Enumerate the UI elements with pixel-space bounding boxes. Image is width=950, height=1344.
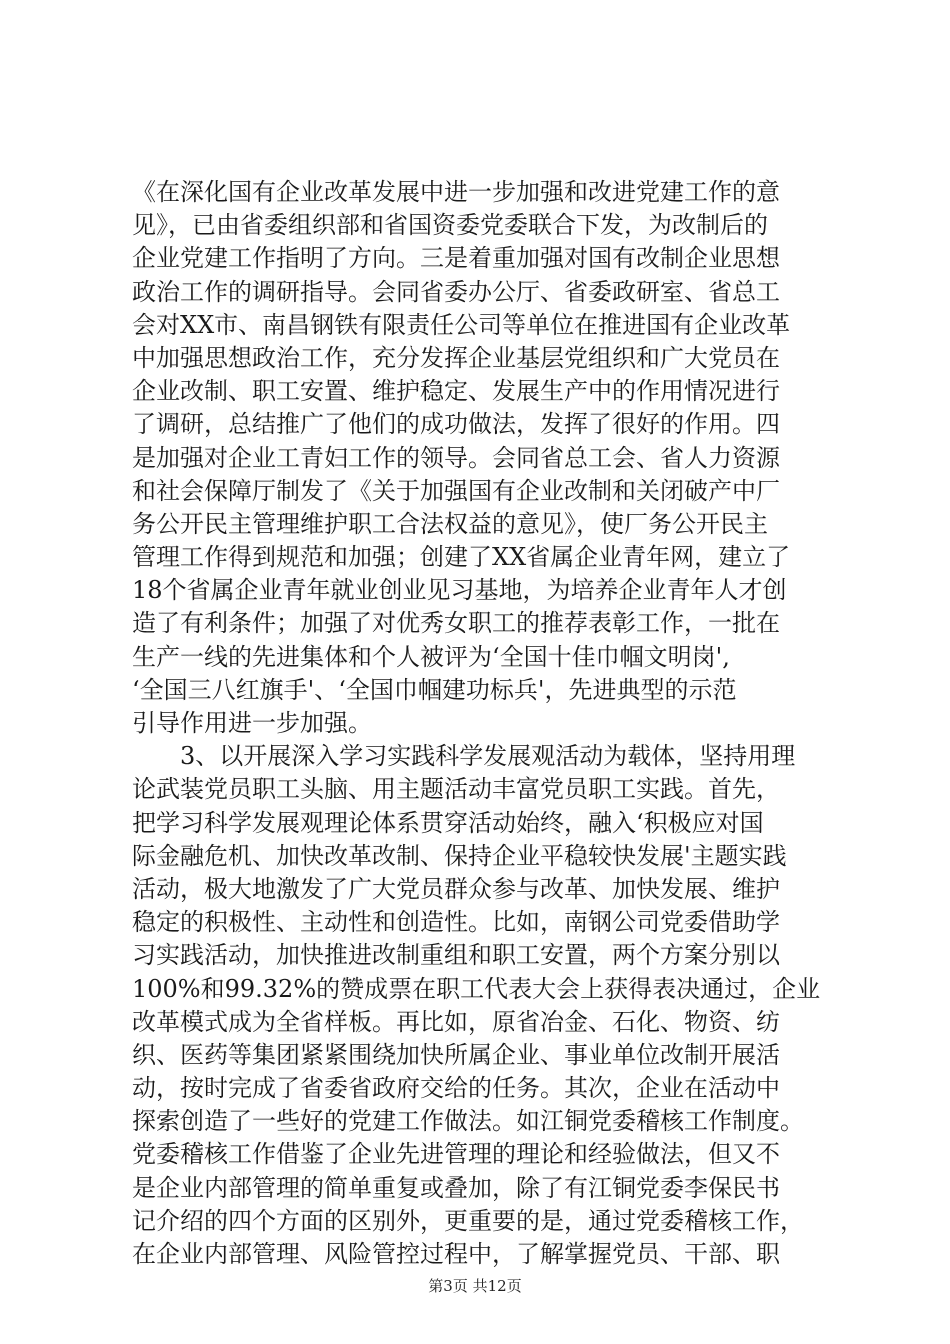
body-line: 是加强对企业工青妇工作的领导。会同省总工会、省人力资源: [132, 443, 780, 472]
body-line: 引导作用进一步加强。: [132, 709, 372, 737]
body-line: 把学习科学发展观理论体系贯穿活动始终，融入‘积极应对国: [132, 808, 764, 837]
body-line: 18个省属企业青年就业创业见习基地，为培养企业青年人才创: [132, 576, 787, 605]
body-line: 务公开民主管理维护职工合法权益的意见》，使厂务公开民主: [132, 509, 768, 538]
body-line: 探索创造了一些好的党建工作做法。如江铜党委稽核工作制度。: [132, 1107, 804, 1136]
body-line: 在企业内部管理、风险管控过程中，了解掌握党员、干部、职: [132, 1240, 780, 1268]
body-line: 稳定的积极性、主动性和创造性。比如，南钢公司党委借助学: [132, 908, 780, 937]
body-line: 中加强思想政治工作，充分发挥企业基层党组织和广大党员在: [132, 343, 780, 372]
body-line: 见》，已由省委组织部和省国资委党委联合下发，为改制后的: [132, 211, 768, 240]
body-line: 了调研，总结推广了他们的成功做法，发挥了很好的作用。四: [132, 410, 780, 439]
body-line: ‘全国三八红旗手'、‘全国巾帼建功标兵'，先进典型的示范: [132, 675, 737, 704]
body-line: 3、以开展深入学习实践科学发展观活动为载体，坚持用理: [132, 742, 796, 771]
body-line: 管理工作得到规范和加强；创建了XX省属企业青年网，建立了: [132, 543, 791, 572]
body-line: 100%和99.32%的赞成票在职工代表大会上获得表决通过，企业: [132, 974, 821, 1003]
body-line: 活动，极大地激发了广大党员群众参与改革、加快发展、维护: [132, 874, 780, 903]
body-line: 论武装党员职工头脑、用主题活动丰富党员职工实践。首先，: [132, 775, 780, 804]
body-line: 政治工作的调研指导。会同省委办公厅、省委政研室、省总工: [132, 277, 780, 306]
body-line: 织、医药等集团紧紧围绕加快所属企业、事业单位改制开展活: [132, 1040, 780, 1069]
body-line: 党委稽核工作借鉴了企业先进管理的理论和经验做法，但又不: [132, 1140, 780, 1169]
body-line: 企业党建工作指明了方向。三是着重加强对国有改制企业思想: [132, 244, 780, 273]
body-line: 会对XX市、南昌钢铁有限责任公司等单位在推进国有企业改革: [132, 310, 791, 339]
body-line: 《在深化国有企业改革发展中进一步加强和改进党建工作的意: [132, 178, 780, 206]
body-line: 和社会保障厅制发了《关于加强国有企业改制和关闭破产中厂: [132, 476, 780, 505]
page-footer: 第3页 共12页: [428, 1277, 522, 1295]
body-line: 习实践活动，加快推进改制重组和职工安置，两个方案分别以: [132, 941, 780, 970]
body-line: 造了有利条件；加强了对优秀女职工的推荐表彰工作，一批在: [132, 609, 780, 638]
body-line: 改革模式成为全省样板。再比如，原省冶金、石化、物资、纺: [132, 1007, 780, 1036]
body-line: 际金融危机、加快改革改制、保持企业平稳较快发展'主题实践: [132, 841, 787, 870]
body-line: 生产一线的先进集体和个人被评为‘全国十佳巾帼文明岗',: [132, 642, 730, 671]
body-line: 动，按时完成了省委省政府交给的任务。其次，企业在活动中: [132, 1074, 780, 1103]
body-line: 记介绍的四个方面的区别外，更重要的是，通过党委稽核工作，: [132, 1206, 804, 1235]
body-line: 企业改制、职工安置、维护稳定、发展生产中的作用情况进行: [132, 377, 780, 406]
body-line: 是企业内部管理的简单重复或叠加，除了有江铜党委李保民书: [132, 1173, 780, 1202]
body-text: [132, 176, 852, 1271]
